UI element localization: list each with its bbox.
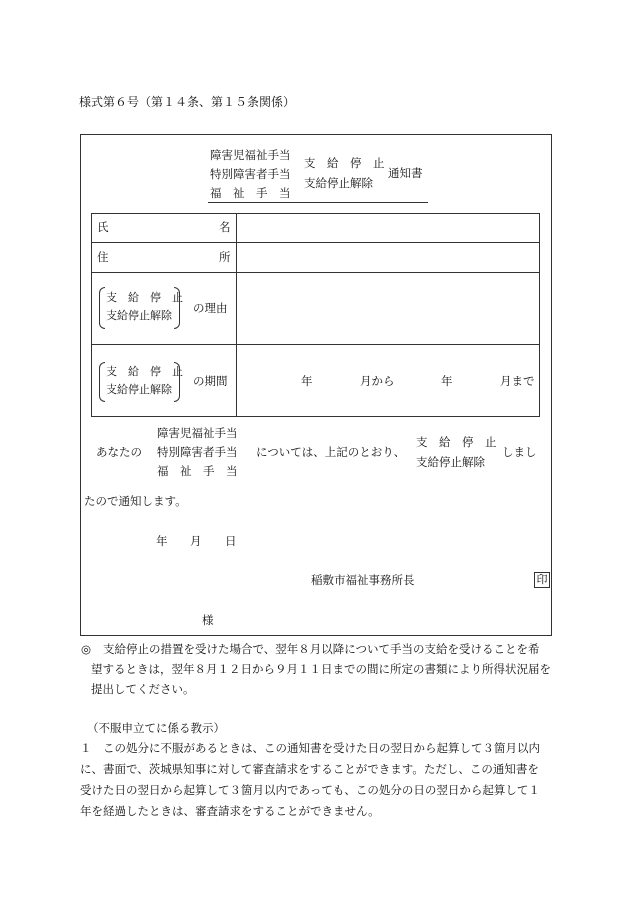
table-border-top — [91, 213, 539, 214]
reason-label: の理由 — [193, 301, 228, 315]
period-paren-left — [99, 362, 105, 402]
statement-allowance-1: 障害児福祉手当 — [157, 426, 238, 440]
table-row-divider — [91, 272, 539, 273]
period-start-month: 月から — [360, 374, 395, 388]
table-row-divider — [91, 242, 539, 243]
title-allowance-3: 福 祉 手 当 — [210, 186, 291, 200]
appeal-item-number: １ — [80, 741, 92, 755]
reason-paren-right — [174, 287, 180, 329]
appeal-line-2: に、書面で、茨城県知事に対して審査請求をすることができます。ただし、この通知書を — [80, 762, 539, 776]
notice-line-2: 望するときは，翌年８月１２日から９月１１日までの間に所定の書類により所得状況届を — [91, 662, 551, 676]
table-border-right — [539, 213, 540, 417]
statement-allowance-2: 特別障害者手当 — [157, 445, 238, 459]
name-label-second: 名 — [219, 220, 231, 234]
table-border-bottom — [91, 416, 539, 417]
statement-continuation: たので通知します。 — [84, 494, 187, 508]
appeal-line-1: この処分に不服があるときは、この通知書を受けた日の翌日から起算して３箇月以内 — [103, 741, 540, 755]
appeal-line-3: 受けた日の翌日から起算して３箇月以内であっても、この処分の日の翌日から起算して１ — [80, 783, 540, 797]
title-suffix: 通知書 — [388, 166, 423, 180]
notice-line-3: 提出してください。 — [91, 682, 195, 696]
period-end-year: 年 — [441, 374, 453, 388]
period-action-2: 支給停止解除 — [106, 383, 172, 396]
period-label: の期間 — [193, 374, 228, 388]
statement-action-1: 支 給 停 止 — [416, 435, 497, 449]
table-column-divider — [236, 213, 237, 417]
statement-action-2: 支給停止解除 — [416, 455, 485, 469]
recipient-suffix: 様 — [202, 613, 214, 627]
reason-action-1: 支 給 停 止 — [106, 291, 183, 304]
title-underline — [208, 202, 428, 203]
table-row-divider — [91, 344, 539, 345]
statement-suffix: しまし — [502, 445, 537, 459]
date-day: 日 — [225, 534, 237, 548]
title-action-1: 支 給 停 止 — [304, 156, 385, 170]
title-allowance-1: 障害児福祉手当 — [210, 148, 291, 162]
appeal-heading: （不服申立てに係る教示） — [87, 721, 225, 735]
notice-mark: ◎ — [81, 642, 92, 656]
table-border-left — [91, 213, 92, 417]
statement-prefix: あなたの — [96, 445, 142, 459]
reason-action-2: 支給停止解除 — [106, 309, 172, 322]
address-label-second: 所 — [219, 250, 231, 264]
appeal-line-4: 年を経過したときは、審査請求をすることができません。 — [80, 804, 380, 818]
period-action-1: 支 給 停 止 — [106, 365, 183, 378]
title-action-2: 支給停止解除 — [304, 176, 373, 190]
reason-paren-left — [99, 287, 105, 329]
name-label-first: 氏 — [97, 220, 109, 234]
period-start-year: 年 — [301, 374, 313, 388]
period-end-month: 月まで — [500, 374, 535, 388]
date-month: 月 — [190, 534, 202, 548]
title-allowance-2: 特別障害者手当 — [210, 167, 291, 181]
issuer-name: 稲敷市福祉事務所長 — [311, 573, 415, 587]
notice-line-1: 支給停止の措置を受けた場合で、翌年８月以降について手当の支給を受けることを希 — [103, 642, 540, 656]
date-year: 年 — [156, 534, 168, 548]
form-number-label: 様式第６号（第１４条、第１５条関係） — [79, 95, 296, 109]
address-label-first: 住 — [97, 250, 109, 264]
statement-allowance-3: 福 祉 手 当 — [157, 464, 238, 478]
period-paren-right — [174, 362, 180, 402]
statement-middle: については、上記のとおり、 — [256, 445, 406, 459]
seal-mark: 印 — [534, 572, 550, 588]
